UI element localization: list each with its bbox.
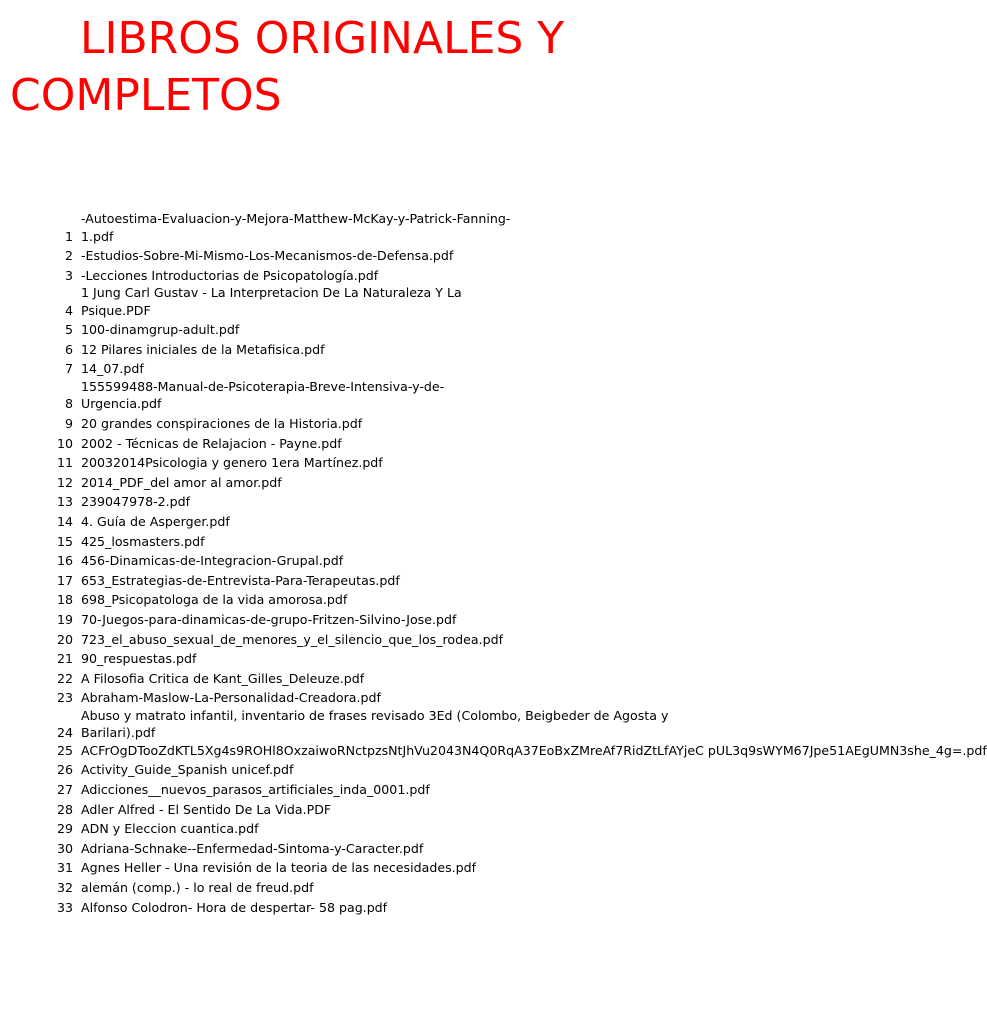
list-item — [0, 668, 768, 688]
list-item — [0, 319, 768, 339]
list-item-filename: 2014_PDF_del amor al amor.pdf — [81, 474, 282, 490]
list-item-number: 32 — [56, 880, 73, 896]
list-item-number: 20 — [56, 631, 73, 647]
list-item-filename: 100-dinamgrup-adult.pdf — [81, 322, 240, 338]
list-item-number: 1 — [64, 228, 73, 244]
list-item-filename: Activity_Guide_Spanish unicef.pdf — [81, 762, 294, 778]
list-item-filename: 653_Estrategias-de-Entrevista-Para-Terapeutas.pdf — [81, 572, 400, 588]
list-item-number: 22 — [56, 670, 73, 686]
list-item — [0, 648, 768, 668]
list-item-number: 27 — [56, 782, 73, 798]
list-item-filename: 70-Juegos-para-dinamicas-de-grupo-Fritzen-Silvino-Jose.pdf — [81, 612, 457, 627]
list-item — [0, 339, 768, 359]
list-item-number: 24 — [56, 725, 73, 741]
list-item-filename: Adriana-Schnake--Enfermedad-Sintoma-y-Caracter.pdf — [81, 840, 424, 856]
list-item-number: 19 — [56, 612, 73, 627]
list-item-number: 31 — [56, 860, 73, 876]
list-item-number: 16 — [56, 553, 73, 569]
file-list — [0, 210, 987, 916]
list-item — [0, 818, 768, 838]
list-item-filename: ADN y Eleccion cuantica.pdf — [81, 821, 259, 837]
list-item-number: 17 — [56, 572, 73, 588]
list-item — [0, 779, 768, 799]
list-item — [0, 550, 768, 570]
list-item-filename: -Autoestima-Evaluacion-y-Mejora-Matthew-McKay-y-Patrick-Fanning- 1.pdf — [81, 211, 511, 244]
list-item-number: 25 — [56, 742, 73, 758]
list-item — [0, 629, 768, 649]
list-item-number: 18 — [56, 592, 73, 608]
list-item-number: 23 — [56, 690, 73, 706]
title-line-1: LIBROS ORIGINALES Y — [80, 13, 565, 64]
list-item-number: 5 — [64, 322, 73, 338]
list-item — [0, 452, 768, 472]
list-item-number: 8 — [64, 396, 73, 412]
list-item-number: 14 — [56, 514, 73, 530]
list-item — [0, 378, 768, 413]
list-item-number: 26 — [56, 762, 73, 778]
list-item — [0, 491, 768, 511]
list-item-number: 7 — [64, 361, 73, 377]
list-item-filename: 425_losmasters.pdf — [81, 533, 205, 549]
list-item-number: 2 — [64, 248, 73, 264]
list-item-filename: Agnes Heller - Una revisión de la teoria de las necesidades.pdf — [81, 860, 477, 876]
list-item — [0, 759, 768, 779]
list-item — [0, 472, 768, 492]
list-item — [0, 531, 768, 551]
list-item-number: 6 — [64, 341, 73, 357]
list-item-number: 3 — [64, 267, 73, 283]
list-item — [0, 511, 768, 531]
list-item-filename: 155599488-Manual-de-Psicoterapia-Breve-Intensiva-y-de- Urgencia.pdf — [81, 378, 445, 412]
title-line-2: COMPLETOS — [10, 70, 282, 121]
list-item-filename: 698_Psicopatologa de la vida amorosa.pdf — [81, 592, 348, 608]
list-item-filename: 12 Pilares iniciales de la Metafisica.pdf — [81, 341, 325, 357]
list-item-filename: A Filosofia Critica de Kant_Gilles_Deleuze.pdf — [81, 670, 365, 686]
list-item-number: 12 — [56, 474, 73, 490]
list-item-number: 28 — [56, 801, 73, 817]
list-item-number: 9 — [64, 416, 73, 432]
document-title — [10, 10, 760, 124]
list-item-filename: 2002 - Técnicas de Relajacion - Payne.pdf — [81, 435, 342, 451]
list-item-filename: Adler Alfred - El Sentido De La Vida.PDF — [81, 801, 332, 817]
list-item-filename: 723_el_abuso_sexual_de_menores_y_el_silencio_que_los_rodea.pdf — [81, 631, 504, 647]
list-item-filename: Abraham-Maslow-La-Personalidad-Creadora.pdf — [81, 690, 381, 706]
list-item — [0, 245, 768, 265]
list-item — [0, 265, 768, 285]
list-item — [0, 358, 768, 378]
list-item — [0, 799, 768, 819]
list-item — [0, 413, 768, 433]
list-item-number: 11 — [56, 455, 73, 471]
list-item-filename: 20032014Psicologia y genero 1era Martínez.pdf — [81, 455, 383, 471]
list-item-filename: ACFrOgDTooZdKTL5Xg4s9ROHl8OxzaiwoRNctpzsNtJhVu2043N4Q0RqA37EoBxZMreAf7RidZtLfAYjeC pUL3q9sWYM67Jpe51AEgUMN3she_4g=.pdf — [81, 742, 987, 758]
list-item-number: 33 — [56, 899, 73, 915]
list-item-filename: 20 grandes conspiraciones de la Historia.pdf — [81, 416, 363, 432]
list-item — [0, 284, 768, 319]
list-item — [0, 897, 768, 917]
list-item-number: 4 — [64, 302, 73, 318]
list-item-filename: -Lecciones Introductorias de Psicopatología.pdf — [81, 267, 379, 283]
list-item — [0, 687, 768, 707]
list-item-filename: Alfonso Colodron- Hora de despertar- 58 pag.pdf — [81, 899, 388, 915]
list-item-filename: 1 Jung Carl Gustav - La Interpretacion De La Naturaleza Y La Psique.PDF — [81, 285, 462, 318]
list-item-filename: -Estudios-Sobre-Mi-Mismo-Los-Mecanismos-de-Defensa.pdf — [81, 248, 454, 264]
list-item — [0, 433, 768, 453]
list-item-filename: alemán (comp.) - lo real de freud.pdf — [81, 880, 314, 896]
list-item-filename: Abuso y matrato infantil, inventario de frases revisado 3Ed (Colombo, Beigbeder de Agosta y Barilari).pdf — [81, 707, 669, 741]
list-item-number: 30 — [56, 840, 73, 856]
list-item — [0, 742, 987, 760]
list-item-filename: Adicciones__nuevos_parasos_artificiales_inda_0001.pdf — [81, 782, 430, 798]
list-item — [0, 857, 768, 877]
list-item-number: 29 — [56, 821, 73, 837]
list-item-number: 10 — [56, 435, 73, 451]
list-item-number: 21 — [56, 651, 73, 667]
list-item-filename: 90_respuestas.pdf — [81, 651, 197, 667]
list-item-filename: 239047978-2.pdf — [81, 494, 191, 510]
list-item — [0, 210, 768, 245]
list-item — [0, 877, 768, 897]
list-item — [0, 838, 768, 858]
list-item — [0, 707, 768, 742]
list-item — [0, 589, 768, 609]
list-item — [0, 570, 768, 590]
list-item-filename: 14_07.pdf — [81, 361, 144, 377]
list-item-number: 15 — [56, 533, 73, 549]
list-item-number: 13 — [56, 494, 73, 510]
list-item-filename: 4. Guía de Asperger.pdf — [81, 514, 230, 530]
list-item — [0, 609, 768, 629]
list-item-filename: 456-Dinamicas-de-Integracion-Grupal.pdf — [81, 553, 344, 569]
